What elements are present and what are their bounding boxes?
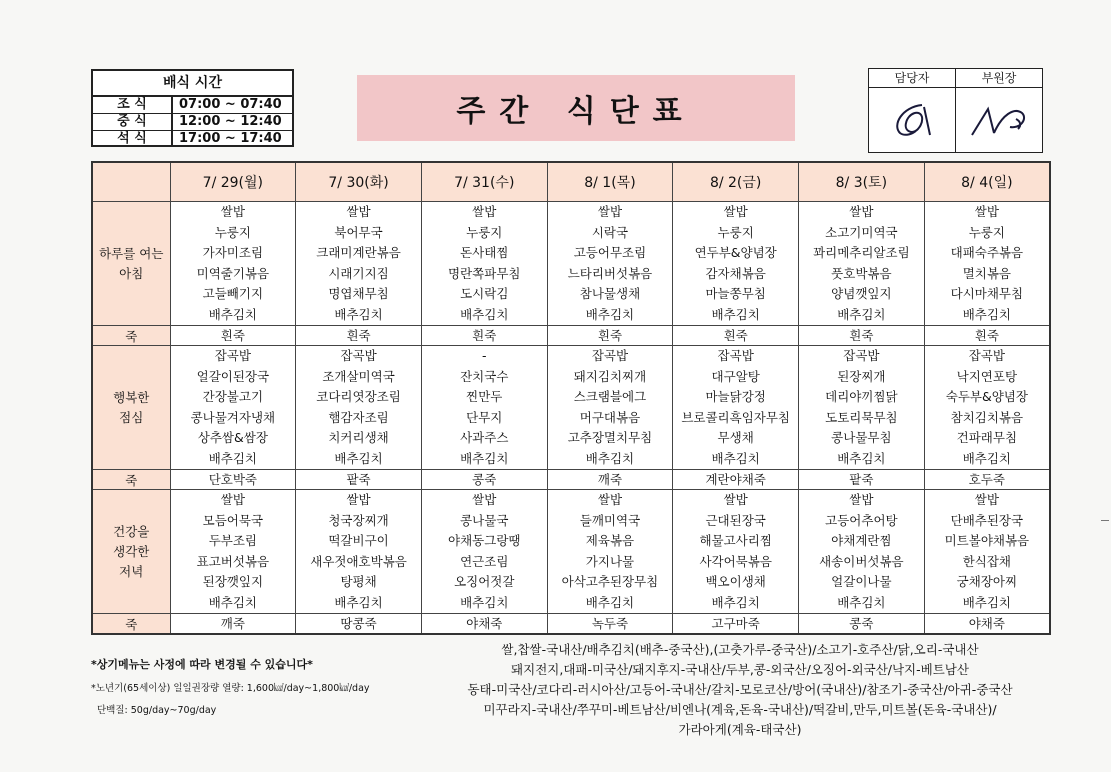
dish-item: 들깨미역국 — [579, 512, 641, 528]
dish-item: 고추장멸치무침 — [567, 430, 653, 445]
lunch-menu-cell — [799, 346, 925, 470]
dish-item: 배추김치 — [585, 306, 635, 322]
dish-item: 잡곡밥 — [214, 348, 251, 363]
menu-change-note: *상기메뉴는 사정에 따라 변경될 수 있습니다* — [91, 658, 313, 671]
dish-item: 배추김치 — [460, 306, 509, 322]
dish-item: 콩나물겨자냉채 — [190, 409, 276, 425]
day-header: 8/ 4(일) — [924, 162, 1050, 202]
porridge-cell: 흰죽 — [170, 326, 296, 346]
dish-item: 잡곡밥 — [968, 348, 1005, 363]
dish-item: 낙지연포탕 — [956, 368, 1018, 384]
day-header: 8/ 1(목) — [547, 162, 673, 202]
dish-item: 도토리묵무침 — [825, 409, 898, 425]
scan-mark — [1101, 520, 1109, 521]
label-line: 점심 — [119, 409, 144, 425]
dish-item: 풋호박볶음 — [831, 265, 892, 281]
dish-item: 머구대볶음 — [579, 409, 641, 425]
dish-item: 된장찌개 — [837, 368, 886, 384]
label-line: 하루를 여는 — [99, 245, 164, 261]
porridge-label: 죽 — [92, 470, 170, 490]
dish-item: 야채동그랑땡 — [448, 533, 521, 548]
dish-item: 잡곡밥 — [340, 348, 377, 363]
dish-item: 찐만두 — [466, 389, 503, 404]
weekly-menu-table — [91, 161, 1051, 635]
meal-time: 17:00 ~ 17:40 — [179, 131, 282, 146]
porridge-cell: 깨죽 — [547, 470, 673, 490]
dish-item: 가지나물 — [585, 553, 635, 569]
day-header: 8/ 2(금) — [673, 162, 799, 202]
approval-column — [956, 69, 1042, 152]
dinner-menu-cell — [799, 490, 925, 614]
dish-item: 꽈리메추리알조림 — [813, 245, 910, 260]
dish-item: 쌀밥 — [220, 204, 245, 219]
dish-item: 치커리생채 — [328, 430, 389, 445]
dish-item: 무생채 — [717, 430, 754, 445]
dish-item: 새송이버섯볶음 — [819, 553, 904, 569]
dinner-menu-cell — [547, 490, 673, 614]
notes — [91, 656, 370, 724]
dish-item: 모듬어묵국 — [202, 512, 264, 528]
dish-item: 배추김치 — [962, 594, 1012, 610]
dish-item: 숙두부&양념장 — [945, 389, 1028, 404]
dish-item: 참치김치볶음 — [950, 409, 1024, 425]
dish-item: 크래미계란볶음 — [316, 245, 401, 260]
label-line: 생각한 — [113, 543, 150, 559]
lunch-label — [92, 346, 170, 470]
dish-item: 배추김치 — [837, 450, 886, 466]
dish-item: 떡갈비구이 — [328, 533, 389, 548]
dish-item: 대패숙주볶음 — [950, 245, 1024, 260]
dish-item: 쌀밥 — [472, 204, 497, 219]
approval-header: 담당자 — [869, 69, 955, 88]
approval-column — [869, 69, 956, 152]
dish-item: 단배추된장국 — [950, 512, 1024, 528]
dish-item: 사각어묵볶음 — [699, 553, 772, 569]
dish-item: 배추김치 — [585, 450, 635, 466]
dish-item: 쌀밥 — [597, 492, 623, 507]
dish-item: 시래기지짐 — [328, 265, 389, 281]
breakfast-menu-cell — [170, 202, 296, 326]
dish-item: 소고기미역국 — [825, 224, 898, 240]
dish-item: 북어무국 — [334, 224, 383, 240]
dish-item: 고등어무조림 — [573, 245, 647, 260]
breakfast-label — [92, 202, 170, 326]
dish-item: 참나물생채 — [579, 286, 641, 301]
lunch-row — [92, 346, 1050, 470]
dish-item: 시락국 — [591, 224, 629, 240]
porridge-cell: 흰죽 — [673, 326, 799, 346]
dish-item: 배추김치 — [962, 450, 1012, 466]
porridge-cell: 흰죽 — [296, 326, 422, 346]
serving-time-row — [93, 97, 292, 114]
dish-item: 배추김치 — [334, 594, 383, 610]
dish-item: 감자채볶음 — [705, 265, 766, 281]
dish-item: 한식잡채 — [962, 553, 1012, 569]
dish-item: 가자미조림 — [202, 245, 264, 260]
dish-item: 배추김치 — [711, 306, 760, 322]
dish-item: 미역줄기볶음 — [196, 265, 270, 281]
serving-time-row — [93, 114, 292, 131]
breakfast-porridge-row — [92, 326, 1050, 346]
porridge-cell: 흰죽 — [547, 326, 673, 346]
dish-item: 배추김치 — [711, 594, 760, 610]
breakfast-menu-cell — [547, 202, 673, 326]
porridge-cell: 고구마죽 — [673, 614, 799, 635]
porridge-cell: 계란야채죽 — [673, 470, 799, 490]
dish-item: 데리야끼찜닭 — [825, 389, 898, 404]
dish-item: 배추김치 — [837, 594, 886, 610]
dish-item: 누룽지 — [717, 224, 754, 240]
dish-item: 누룽지 — [214, 224, 251, 240]
protein-note: 단백질: 50g/day~70g/day — [97, 705, 217, 716]
dish-item: 양념깻잎지 — [831, 286, 892, 301]
porridge-cell: 팥죽 — [799, 470, 925, 490]
dish-item: 새우젓애호박볶음 — [310, 553, 407, 569]
porridge-cell: 호두죽 — [924, 470, 1050, 490]
dish-item: 콩나물무침 — [831, 430, 892, 445]
origin-line: 돼지전지,대패-미국산/돼지후지-국내산/두부,콩-외국산/오징어-외국산/낙지-베트남산 — [511, 662, 969, 677]
porridge-cell: 콩죽 — [799, 614, 925, 635]
porridge-cell: 땅콩죽 — [296, 614, 422, 635]
breakfast-menu-cell — [421, 202, 547, 326]
dish-item: 쌀밥 — [723, 204, 748, 219]
label-line: 아침 — [119, 265, 144, 281]
dish-item: 돼지김치찌개 — [573, 368, 647, 384]
origin-line: 가라아게(계육-태국산) — [678, 722, 802, 737]
dish-item: 잡곡밥 — [717, 348, 754, 363]
dish-item: 오징어젓갈 — [454, 574, 515, 589]
dish-item: 백오이생채 — [705, 574, 766, 589]
dish-item: 도시락김 — [460, 286, 509, 301]
breakfast-menu-cell — [673, 202, 799, 326]
lunch-menu-cell — [547, 346, 673, 470]
dish-item: 고등어추어탕 — [825, 512, 898, 528]
origin-line: 미꾸라지-국내산/쭈꾸미-베트남산/비엔나(계육,돈육-국내산)/떡갈비,만두,미트볼(돈육-국내산)/ — [483, 702, 997, 717]
dish-item: 건파래무침 — [956, 430, 1018, 445]
day-header: 7/ 29(월) — [170, 162, 296, 202]
dish-item: 코다리엿장조림 — [316, 389, 401, 404]
breakfast-row — [92, 202, 1050, 326]
meal-time: 12:00 ~ 12:40 — [179, 114, 282, 129]
dish-item: 쌀밥 — [220, 492, 245, 507]
day-header-row — [92, 162, 1050, 202]
porridge-cell: 흰죽 — [421, 326, 547, 346]
porridge-cell: 야채죽 — [924, 614, 1050, 635]
serving-time-row — [93, 131, 292, 147]
dish-item: 궁채장아찌 — [956, 574, 1018, 589]
dish-item: 고들빼기지 — [202, 286, 264, 301]
dish-item: 된장깻잎지 — [202, 574, 264, 589]
porridge-label: 죽 — [92, 326, 170, 346]
dish-item: 두부조림 — [208, 533, 257, 548]
dish-item: 쌀밥 — [849, 492, 874, 507]
porridge-cell: 흰죽 — [799, 326, 925, 346]
dish-item: 잔치국수 — [460, 368, 509, 384]
dinner-menu-cell — [421, 490, 547, 614]
dish-item: 누룽지 — [968, 224, 1005, 240]
page-title: 주간 식단표 — [456, 94, 696, 129]
dish-item: 배추김치 — [711, 450, 760, 466]
signature-1 — [869, 88, 955, 152]
day-header: 7/ 30(화) — [296, 162, 422, 202]
dish-item: 미트볼야채볶음 — [944, 533, 1030, 548]
dish-item: 느타리버섯볶음 — [567, 265, 653, 281]
approval-header: 부원장 — [956, 69, 1042, 88]
dish-item: 배추김치 — [837, 306, 886, 322]
dinner-label — [92, 490, 170, 614]
dish-item: 연근조림 — [460, 553, 509, 569]
corner-cell — [92, 162, 170, 202]
dish-item: 쌀밥 — [597, 204, 623, 219]
dish-item: 배추김치 — [585, 594, 635, 610]
dish-item: 명란쪽파무침 — [448, 265, 521, 281]
dish-item: 스크램블에그 — [573, 389, 647, 404]
dish-item: 배추김치 — [334, 450, 383, 466]
dish-item: 멸치볶음 — [962, 265, 1012, 281]
dish-item: 잡곡밥 — [591, 348, 629, 363]
dish-item: 배추김치 — [208, 450, 257, 466]
label-line: 저녁 — [119, 563, 144, 579]
dish-item: 상추쌈&쌈장 — [197, 430, 268, 445]
dish-item: 얼갈이나물 — [831, 574, 892, 589]
dish-item: 배추김치 — [208, 306, 257, 322]
meal-name: 석 식 — [93, 131, 173, 147]
dish-item: 쌀밥 — [849, 204, 874, 219]
dish-item: 돈사태찜 — [460, 245, 509, 260]
dish-item: 간장불고기 — [202, 389, 264, 404]
dish-item: 쌀밥 — [723, 492, 748, 507]
lunch-menu-cell — [170, 346, 296, 470]
dish-item: - — [482, 348, 487, 363]
origin-line: 쌀,찹쌀-국내산/배추김치(배추-중국산),(고춧가루-중국산)/소고기-호주산/닭,오리-국내산 — [501, 642, 979, 657]
dish-item: 배추김치 — [334, 306, 383, 322]
breakfast-menu-cell — [924, 202, 1050, 326]
dish-item: 아삭고추된장무침 — [561, 574, 659, 589]
porridge-label: 죽 — [92, 614, 170, 635]
lunch-porridge-row — [92, 470, 1050, 490]
dish-item: 콩나물국 — [460, 512, 509, 528]
dinner-menu-cell — [924, 490, 1050, 614]
dish-item: 마늘쫑무침 — [705, 286, 766, 301]
dish-item: 사과주스 — [460, 430, 509, 445]
dish-item: 해물고사리찜 — [699, 533, 772, 548]
day-header: 7/ 31(수) — [421, 162, 547, 202]
breakfast-menu-cell — [799, 202, 925, 326]
porridge-cell: 팥죽 — [296, 470, 422, 490]
energy-note: *노년기(65세이상) 일일권장량 열량: 1,600㎉/day~1,800㎉/day — [91, 683, 370, 694]
lunch-menu-cell — [296, 346, 422, 470]
dish-item: 쌀밥 — [346, 492, 371, 507]
dish-item: 잡곡밥 — [843, 348, 880, 363]
dish-item: 표고버섯볶음 — [196, 553, 270, 569]
dinner-menu-cell — [673, 490, 799, 614]
dish-item: 다시마채무침 — [950, 286, 1024, 301]
dinner-row — [92, 490, 1050, 614]
dish-item: 청국장찌개 — [328, 512, 389, 528]
dish-item: 야채계란찜 — [831, 533, 892, 548]
label-line: 건강을 — [113, 523, 150, 539]
dish-item: 햄감자조림 — [328, 409, 389, 425]
serving-time-title: 배식 시간 — [93, 71, 292, 97]
dish-item: 누룽지 — [466, 224, 503, 240]
dish-item: 대구알탕 — [711, 368, 760, 384]
dish-item: 브로콜리흑임자무침 — [681, 409, 790, 425]
porridge-cell: 흰죽 — [924, 326, 1050, 346]
origin-info — [420, 640, 1060, 740]
porridge-cell: 깨죽 — [170, 614, 296, 635]
lunch-menu-cell — [673, 346, 799, 470]
dish-item: 조개살미역국 — [322, 368, 395, 384]
porridge-cell: 콩죽 — [421, 470, 547, 490]
dish-item: 제육볶음 — [585, 533, 635, 548]
meal-time: 07:00 ~ 07:40 — [179, 97, 282, 112]
porridge-cell: 야채죽 — [421, 614, 547, 635]
breakfast-menu-cell — [296, 202, 422, 326]
dinner-menu-cell — [170, 490, 296, 614]
serving-time-box — [91, 69, 294, 147]
dish-item: 배추김치 — [460, 594, 509, 610]
lunch-menu-cell — [421, 346, 547, 470]
dish-item: 배추김치 — [460, 450, 509, 466]
dish-item: 근대된장국 — [705, 512, 766, 528]
dish-item: 얼갈이된장국 — [196, 368, 270, 384]
meal-name: 조 식 — [93, 97, 173, 113]
dish-item: 쌀밥 — [472, 492, 497, 507]
porridge-cell: 녹두죽 — [547, 614, 673, 635]
label-line: 행복한 — [113, 389, 150, 405]
origin-line: 동태-미국산/코다리-러시아산/고등어-국내산/갈치-모로코산/방어(국내산)/참조기-중국산/아귀-중국산 — [467, 682, 1013, 697]
dish-item: 배추김치 — [208, 594, 257, 610]
meal-name: 중 식 — [93, 114, 173, 130]
dish-item: 탕평채 — [340, 574, 377, 589]
dish-item: 단무지 — [466, 409, 503, 425]
dish-item: 배추김치 — [962, 306, 1012, 322]
dinner-porridge-row — [92, 614, 1050, 635]
title-banner — [357, 75, 795, 141]
dish-item: 마늘닭강정 — [705, 389, 766, 404]
dish-item: 쌀밥 — [974, 492, 999, 507]
dish-item: 쌀밥 — [346, 204, 371, 219]
signature-2 — [956, 88, 1042, 152]
dinner-menu-cell — [296, 490, 422, 614]
approval-box — [868, 68, 1043, 153]
day-header: 8/ 3(토) — [799, 162, 925, 202]
dish-item: 연두부&양념장 — [694, 245, 777, 260]
lunch-menu-cell — [924, 346, 1050, 470]
dish-item: 쌀밥 — [974, 204, 999, 219]
dish-item: 명엽채무침 — [328, 286, 389, 301]
porridge-cell: 단호박죽 — [170, 470, 296, 490]
